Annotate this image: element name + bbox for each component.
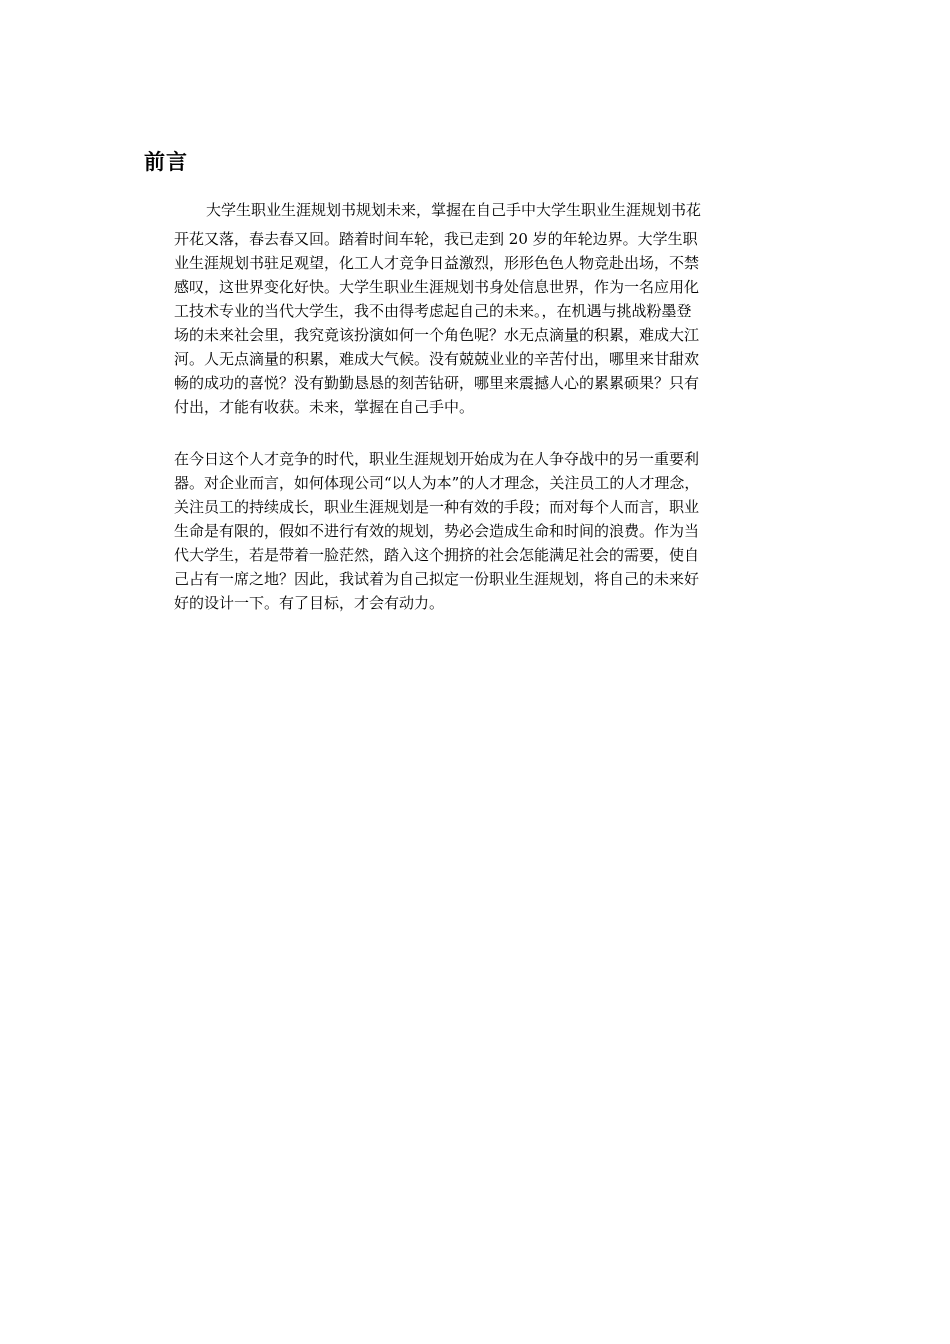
paragraph-line: 己占有一席之地？因此，我试着为自己拟定一份职业生涯规划，将自己的未来好 xyxy=(174,570,700,588)
paragraph-line: 感叹，这世界变化好快。大学生职业生涯规划书身处信息世界，作为一名应用化 xyxy=(174,278,700,296)
paragraph-line: 开花又落，春去春又回。踏着时间车轮，我已走到 20 岁的年轮边界。大学生职 xyxy=(174,230,698,248)
paragraph-line: 场的未来社会里，我究竟该扮演如何一个角色呢？水无点滴量的积累，难成大江 xyxy=(174,326,700,344)
paragraph-line: 在今日这个人才竞争的时代，职业生涯规划开始成为在人争夺战中的另一重要利 xyxy=(174,450,700,468)
paragraph-line: 好的设计一下。有了目标，才会有动力。 xyxy=(174,594,445,612)
paragraph-line: 生命是有限的，假如不进行有效的规划，势必会造成生命和时间的浪费。作为当 xyxy=(174,522,700,540)
paragraph-line: 河。人无点滴量的积累，难成大气候。没有兢兢业业的辛苦付出，哪里来甘甜欢 xyxy=(174,350,700,368)
paragraph-line: 畅的成功的喜悦？没有勤勤恳恳的刻苦钻研，哪里来震撼人心的累累硕果？只有 xyxy=(174,374,700,392)
page-title: 前言 xyxy=(144,150,188,174)
paragraph-line: 大学生职业生涯规划书规划未来，掌握在自己手中大学生职业生涯规划书花 xyxy=(206,201,702,219)
paragraph-line: 付出，才能有收获。未来，掌握在自己手中。 xyxy=(174,398,475,416)
paragraph-line: 代大学生，若是带着一脸茫然，踏入这个拥挤的社会怎能满足社会的需要，使自 xyxy=(174,546,700,564)
paragraph-line: 工技术专业的当代大学生，我不由得考虑起自己的未来。，在机遇与挑战粉墨登 xyxy=(174,302,692,320)
paragraph-line: 业生涯规划书驻足观望，化工人才竞争日益激烈，形形色色人物竞赴出场，不禁 xyxy=(174,254,700,272)
paragraph-line: 器。对企业而言，如何体现公司“以人为本”的人才理念，关注员工的人才理念， xyxy=(174,474,700,492)
paragraph-line: 关注员工的持续成长，职业生涯规划是一种有效的手段；而对每个人而言，职业 xyxy=(174,498,700,516)
